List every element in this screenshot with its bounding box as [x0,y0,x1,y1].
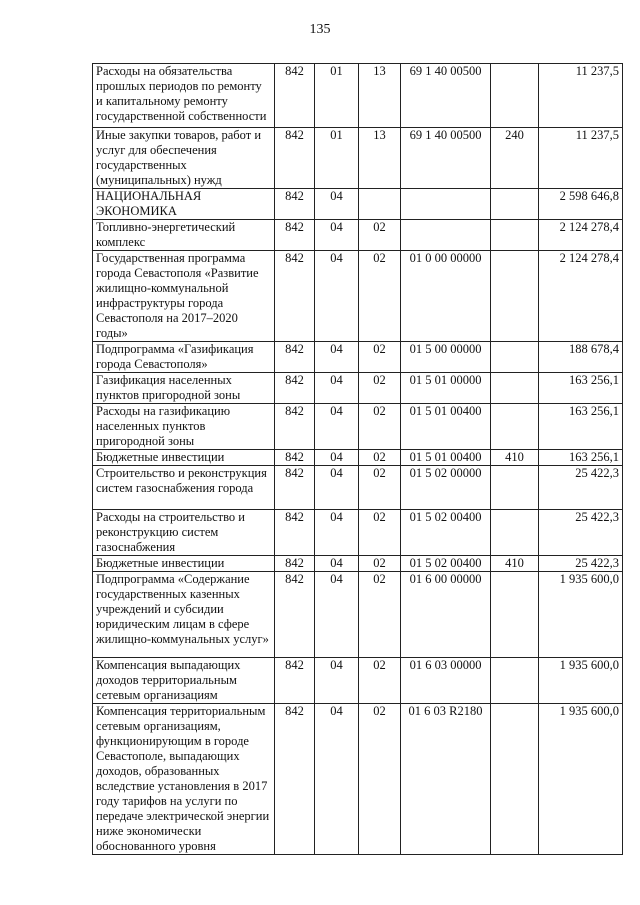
table-row [93,128,623,189]
row-name-cell: Газификация населенных пунктов пригородной зоны [93,373,275,404]
amount-cell: 1 935 600,0 [539,572,623,658]
row-name-cell: Бюджетные инвестиции [93,556,275,572]
section-code-cell: 04 [315,220,359,251]
expense-type-cell: 410 [491,450,539,466]
section-code-cell: 04 [315,251,359,342]
ved-code-cell: 842 [275,404,315,450]
target-article-cell: 69 1 40 00500 [401,128,491,189]
row-name-cell: Компенсация выпадающих доходов территориальным сетевым организациям [93,658,275,704]
table-row [93,251,623,342]
row-name-cell: Иные закупки товаров, работ и услуг для обеспечения государственных (муниципальных) нужд [93,128,275,189]
section-code-cell: 01 [315,64,359,128]
expense-type-cell [491,404,539,450]
page-number: 135 [309,22,331,37]
target-article-cell: 01 5 01 00400 [401,450,491,466]
table-row [93,64,623,128]
subsection-code-cell: 02 [359,466,401,510]
ved-code-cell: 842 [275,658,315,704]
section-code-cell: 04 [315,373,359,404]
ved-code-cell: 842 [275,128,315,189]
row-name-cell: Топливно-энергетический комплекс [93,220,275,251]
subsection-code-cell [359,189,401,220]
amount-cell: 11 237,5 [539,64,623,128]
expense-type-cell [491,373,539,404]
row-name-cell: Государственная программа города Севастополя «Развитие жилищно-коммунальной инфраструктуры города Севастополя на 2017–2020 годы» [93,251,275,342]
target-article-cell [401,189,491,220]
target-article-cell: 01 5 02 00000 [401,466,491,510]
amount-cell: 2 124 278,4 [539,220,623,251]
target-article-cell: 01 0 00 00000 [401,251,491,342]
amount-cell: 188 678,4 [539,342,623,373]
subsection-code-cell: 02 [359,704,401,855]
section-code-cell: 04 [315,572,359,658]
ved-code-cell: 842 [275,510,315,556]
ved-code-cell: 842 [275,342,315,373]
expense-type-cell [491,704,539,855]
table-row [93,572,623,658]
budget-table [92,63,623,855]
table-row [93,342,623,373]
amount-cell: 25 422,3 [539,556,623,572]
expense-type-cell [491,342,539,373]
table-row [93,404,623,450]
row-name-cell: Расходы на обязательства прошлых периодов по ремонту и капитальному ремонту государственной собственности [93,64,275,128]
expense-type-cell [491,658,539,704]
amount-cell: 25 422,3 [539,510,623,556]
amount-cell: 2 598 646,8 [539,189,623,220]
target-article-cell: 01 6 03 00000 [401,658,491,704]
table-row [93,556,623,572]
ved-code-cell: 842 [275,450,315,466]
ved-code-cell: 842 [275,189,315,220]
row-name-cell: Подпрограмма «Газификация города Севастополя» [93,342,275,373]
target-article-cell: 69 1 40 00500 [401,64,491,128]
target-article-cell: 01 5 01 00400 [401,404,491,450]
table-row [93,658,623,704]
table-row [93,450,623,466]
table-row [93,510,623,556]
row-name-cell: НАЦИОНАЛЬНАЯ ЭКОНОМИКА [93,189,275,220]
expense-type-cell: 240 [491,128,539,189]
subsection-code-cell: 02 [359,510,401,556]
section-code-cell: 04 [315,658,359,704]
ved-code-cell: 842 [275,251,315,342]
ved-code-cell: 842 [275,572,315,658]
section-code-cell: 04 [315,704,359,855]
ved-code-cell: 842 [275,373,315,404]
expense-type-cell: 410 [491,556,539,572]
subsection-code-cell: 02 [359,658,401,704]
section-code-cell: 04 [315,466,359,510]
ved-code-cell: 842 [275,556,315,572]
expense-type-cell [491,572,539,658]
amount-cell: 1 935 600,0 [539,704,623,855]
budget-table-body [93,64,623,855]
expense-type-cell [491,189,539,220]
section-code-cell: 04 [315,556,359,572]
target-article-cell: 01 5 00 00000 [401,342,491,373]
expense-type-cell [491,466,539,510]
table-row [93,466,623,510]
subsection-code-cell: 02 [359,373,401,404]
subsection-code-cell: 02 [359,572,401,658]
section-code-cell: 01 [315,128,359,189]
target-article-cell [401,220,491,251]
amount-cell: 163 256,1 [539,404,623,450]
target-article-cell: 01 6 03 R2180 [401,704,491,855]
table-row [93,704,623,855]
row-name-cell: Подпрограмма «Содержание государственных казенных учреждений и субсидии юридическим лицам в сфере жилищно-коммунальных услуг» [93,572,275,658]
section-code-cell: 04 [315,450,359,466]
amount-cell: 163 256,1 [539,450,623,466]
target-article-cell: 01 5 01 00000 [401,373,491,404]
section-code-cell: 04 [315,510,359,556]
expense-type-cell [491,251,539,342]
subsection-code-cell: 02 [359,556,401,572]
table-row [93,220,623,251]
target-article-cell: 01 5 02 00400 [401,510,491,556]
ved-code-cell: 842 [275,64,315,128]
ved-code-cell: 842 [275,704,315,855]
subsection-code-cell: 02 [359,342,401,373]
subsection-code-cell: 02 [359,220,401,251]
expense-type-cell [491,510,539,556]
table-row [93,373,623,404]
target-article-cell: 01 6 00 00000 [401,572,491,658]
amount-cell: 163 256,1 [539,373,623,404]
amount-cell: 2 124 278,4 [539,251,623,342]
section-code-cell: 04 [315,404,359,450]
row-name-cell: Расходы на строительство и реконструкцию систем газоснабжения [93,510,275,556]
section-code-cell: 04 [315,342,359,373]
row-name-cell: Строительство и реконструкция систем газоснабжения города [93,466,275,510]
amount-cell: 1 935 600,0 [539,658,623,704]
expense-type-cell [491,64,539,128]
subsection-code-cell: 13 [359,128,401,189]
subsection-code-cell: 13 [359,64,401,128]
row-name-cell: Расходы на газификацию населенных пунктов пригородной зоны [93,404,275,450]
amount-cell: 25 422,3 [539,466,623,510]
target-article-cell: 01 5 02 00400 [401,556,491,572]
ved-code-cell: 842 [275,466,315,510]
section-code-cell: 04 [315,189,359,220]
table-row [93,189,623,220]
row-name-cell: Компенсация территориальным сетевым организациям, функционирующим в городе Севастополе, выпадающих доходов, образованных вследствие установления в 2017 году тарифов на услуги по передаче электрической энергии ниже экономически обоснованного уровня [93,704,275,855]
expense-type-cell [491,220,539,251]
subsection-code-cell: 02 [359,251,401,342]
ved-code-cell: 842 [275,220,315,251]
subsection-code-cell: 02 [359,404,401,450]
row-name-cell: Бюджетные инвестиции [93,450,275,466]
amount-cell: 11 237,5 [539,128,623,189]
subsection-code-cell: 02 [359,450,401,466]
